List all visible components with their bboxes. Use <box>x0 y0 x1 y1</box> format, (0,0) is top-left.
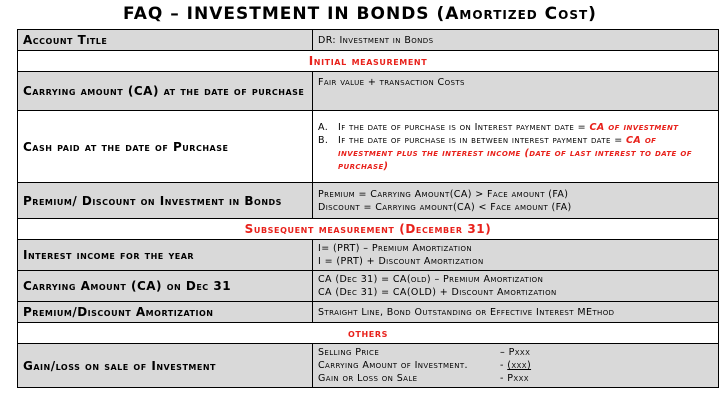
option-b-text: If the date of purchase is in between interest payment date = <box>338 134 626 146</box>
amortization-label: Premium/Discount Amortization <box>18 302 313 323</box>
section-subsequent-measurement: Subsequent measurement (December 31) <box>18 219 719 240</box>
interest-income-label: Interest income for the year <box>18 240 313 271</box>
gain-loss-label: Gain/loss on sale of Investment <box>18 344 313 388</box>
carrying-amount-purchase-label: Carrying amount (CA) at the date of purchase <box>18 72 313 111</box>
page-title: FAQ – INVESTMENT IN BONDS (Amortized Cost) <box>123 4 597 24</box>
carrying-amount-value: (xxx) <box>507 360 532 371</box>
row-carrying-amount-purchase <box>18 72 719 111</box>
gain-or-loss-label: Gain or Loss on Sale <box>318 373 418 384</box>
premium-discount-value <box>313 183 719 219</box>
selling-price-value: – Pxxx <box>500 347 531 358</box>
selling-price-line <box>318 346 713 359</box>
section-initial-measurement: Initial measurement <box>18 51 719 72</box>
interest-discount-line: I = (PRT) + Discount Amortization <box>318 256 484 267</box>
row-premium-discount <box>18 183 719 219</box>
cash-paid-option-a <box>318 121 713 134</box>
option-b-marker: B. <box>318 134 329 146</box>
section-others: others <box>18 323 719 344</box>
option-b-body <box>338 134 713 173</box>
section-subsequent-row <box>18 219 719 240</box>
premium-discount-label: Premium/ Discount on Investment in Bonds <box>18 183 313 219</box>
carrying-amount-purchase-value: Fair value + transaction Costs <box>313 72 719 111</box>
gain-loss-value <box>313 344 719 388</box>
account-title-value: DR: Investment in Bonds <box>313 30 719 51</box>
option-a-marker: A. <box>318 121 329 133</box>
faq-table <box>17 29 719 388</box>
amortization-value: Straight Line, Bond Outstanding or Effective Interest MEthod <box>313 302 719 323</box>
carrying-amount-value-wrap <box>500 359 531 372</box>
cash-paid-value <box>313 111 719 183</box>
row-account-title <box>18 30 719 51</box>
section-initial-row <box>18 51 719 72</box>
gain-or-loss-line <box>318 372 713 385</box>
option-a-red-text: CA of investment <box>589 121 679 133</box>
cash-paid-option-b <box>318 134 713 173</box>
discount-line: Discount = Carrying amount(CA) < Face amount (FA) <box>318 201 572 213</box>
option-a-body <box>338 121 678 134</box>
row-amortization <box>18 302 719 323</box>
row-interest-income <box>18 240 719 271</box>
interest-income-value <box>313 240 719 271</box>
section-others-row <box>18 323 719 344</box>
ca-discount-line: CA (Dec 31) = CA(OLD) + Discount Amortization <box>318 287 557 298</box>
carrying-amount-label: Carrying Amount of Investment. <box>318 360 468 371</box>
option-b-red-text: CA of investment plus the interest income (date of last interest to date of purchase) <box>338 134 692 172</box>
carrying-amount-dec31-label: Carrying Amount (CA) on Dec 31 <box>18 271 313 302</box>
row-gain-loss <box>18 344 719 388</box>
row-carrying-amount-dec31 <box>18 271 719 302</box>
option-a-text: If the date of purchase is on Interest payment date = <box>338 121 590 133</box>
carrying-amount-value-prefix: - <box>500 360 508 371</box>
selling-price-label: Selling Price <box>318 347 380 358</box>
row-cash-paid <box>18 111 719 183</box>
carrying-amount-dec31-value <box>313 271 719 302</box>
premium-line: Premium = Carrying Amount(CA) > Face amount (FA) <box>318 188 569 200</box>
ca-premium-line: CA (Dec 31) = CA(old) – Premium Amortization <box>318 274 544 285</box>
interest-premium-line: I= (PRT) – Premium Amortization <box>318 243 472 254</box>
cash-paid-label: Cash paid at the date of Purchase <box>18 111 313 183</box>
gain-or-loss-value: - Pxxx <box>500 373 529 384</box>
carrying-amount-line <box>318 359 713 372</box>
account-title-label: Account Title <box>18 30 313 51</box>
